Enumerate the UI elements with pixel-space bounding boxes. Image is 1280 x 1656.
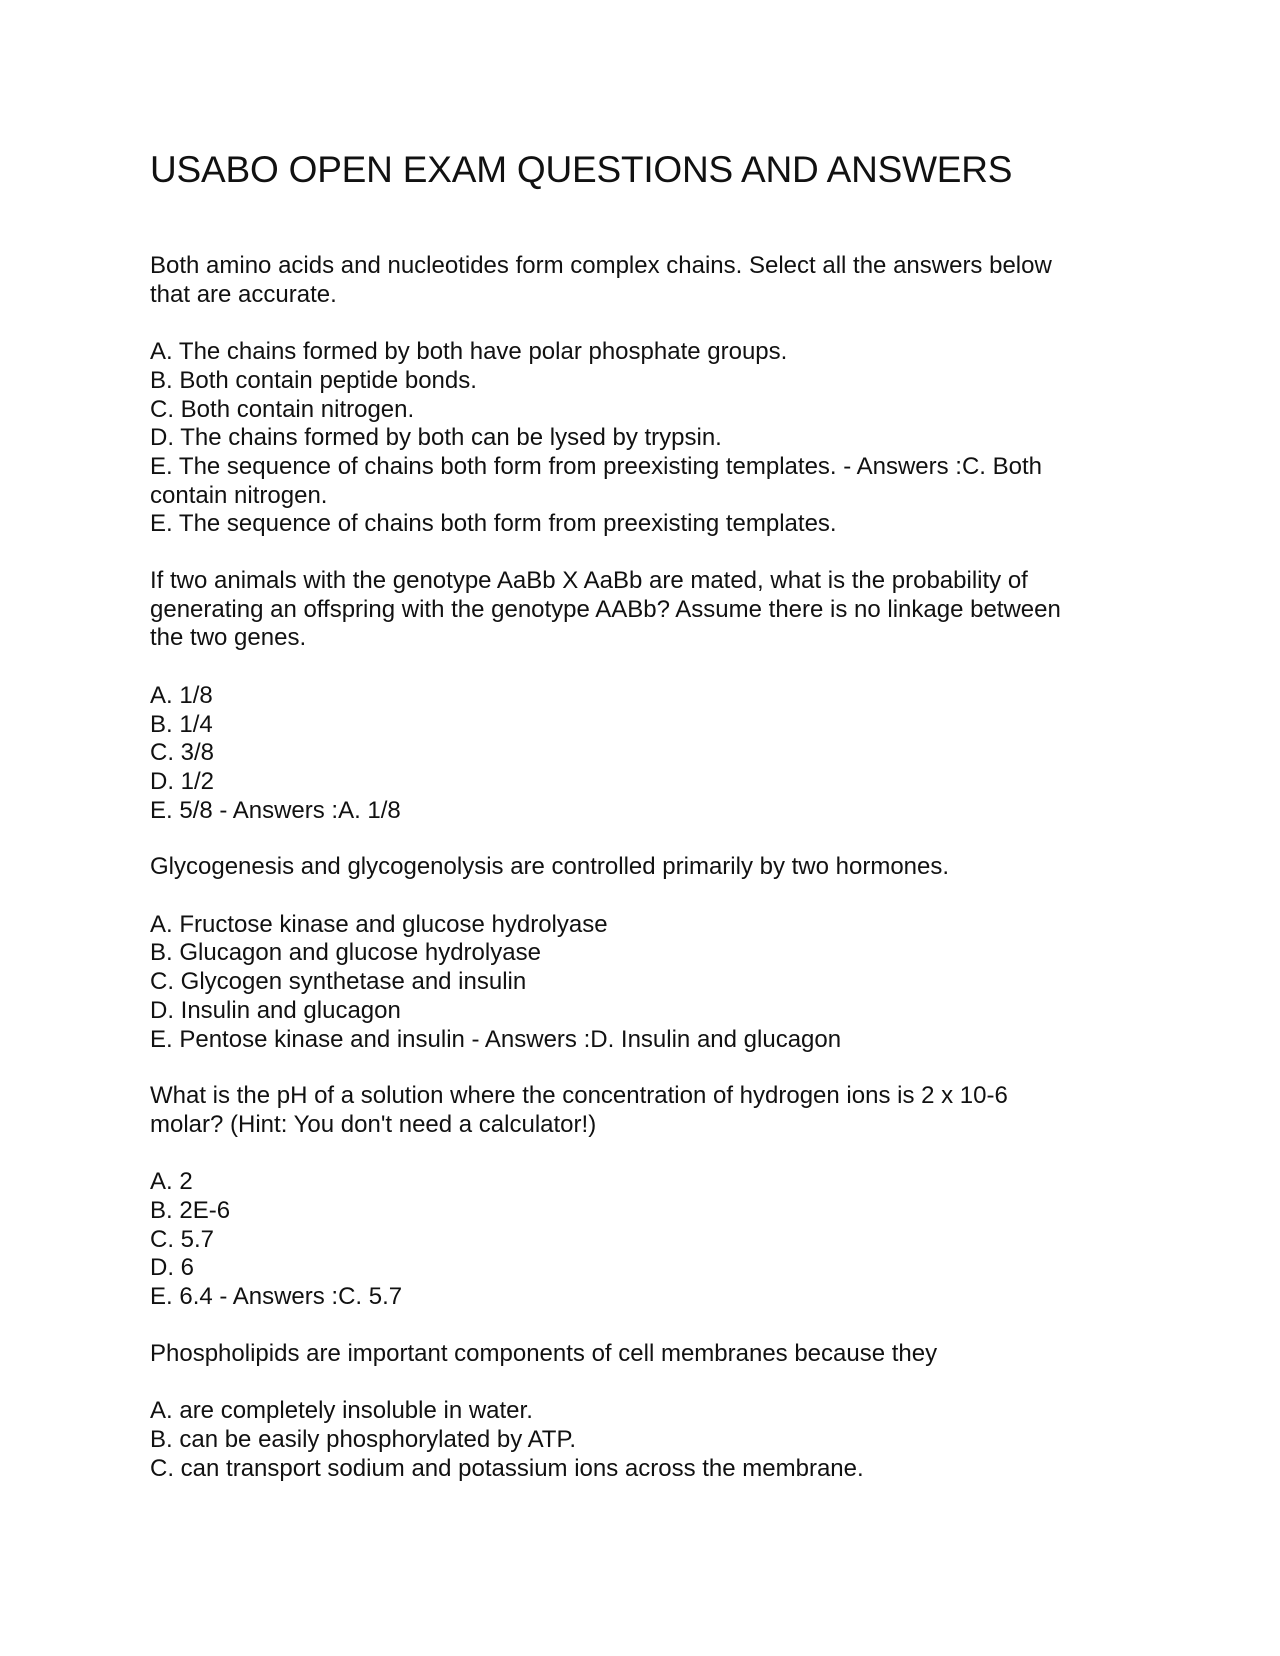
spacer: [150, 653, 1130, 682]
answer-option: B. Both contain peptide bonds.: [150, 366, 477, 394]
question-1: [150, 252, 1130, 539]
answer-option: E. 5/8 - Answers :A. 1/8: [150, 796, 401, 824]
answer-option: contain nitrogen.: [150, 481, 328, 509]
spacer: [150, 882, 1130, 911]
question-stem-line: Phospholipids are important components of cell membranes because they: [150, 1339, 938, 1367]
question-stem-line: Both amino acids and nucleotides form complex chains. Select all the answers below: [150, 252, 1052, 279]
answer-option: D. 1/2: [150, 767, 215, 795]
answer-option: B. 1/4: [150, 710, 213, 738]
question-5: [150, 1340, 1130, 1484]
question-stem-line: molar? (Hint: You don't need a calculator!): [150, 1110, 597, 1138]
answer-option: C. 3/8: [150, 739, 215, 767]
answer-option: C. 5.7: [150, 1225, 215, 1253]
document-content: [150, 148, 1130, 1511]
question-stem-line: If two animals with the genotype AaBb X AaBb are mated, what is the probability of: [150, 567, 1028, 595]
question-3: [150, 853, 1130, 1054]
answer-option: A. are completely insoluble in water.: [150, 1397, 533, 1425]
answer-option: A. 1/8: [150, 681, 213, 709]
answer-option: E. 6.4 - Answers :C. 5.7: [150, 1283, 403, 1311]
answer-option: A. The chains formed by both have polar phosphate groups.: [150, 338, 788, 366]
question-stem-line: What is the pH of a solution where the concentration of hydrogen ions is 2 x 10-6: [150, 1082, 1008, 1110]
question-stem-line: generating an offspring with the genotype AABb? Assume there is no linkage between: [150, 595, 1061, 623]
answer-option: B. 2E-6: [150, 1197, 231, 1225]
answer-option: D. Insulin and glucagon: [150, 996, 401, 1024]
answer-option: D. 6: [150, 1254, 195, 1282]
answer-option: C. Both contain nitrogen.: [150, 395, 415, 423]
question-stem-line: that are accurate.: [150, 280, 337, 308]
answer-option: E. The sequence of chains both form from preexisting templates.: [150, 510, 837, 538]
spacer: [150, 309, 1130, 338]
answer-option: B. Glucagon and glucose hydrolyase: [150, 939, 541, 967]
question-4: [150, 1082, 1130, 1312]
answer-option: B. can be easily phosphorylated by ATP.: [150, 1425, 577, 1453]
spacer: [150, 1369, 1130, 1398]
answer-option: C. Glycogen synthetase and insulin: [150, 968, 527, 996]
answer-option: A. Fructose kinase and glucose hydrolyase: [150, 910, 608, 938]
answer-option: A. 2: [150, 1168, 193, 1196]
spacer: [150, 1140, 1130, 1169]
question-stem-line: Glycogenesis and glycogenolysis are controlled primarily by two hormones.: [150, 853, 950, 881]
question-stem-line: the two genes.: [150, 624, 307, 652]
document-title: USABO OPEN EXAM QUESTIONS AND ANSWERS: [150, 149, 1013, 190]
answer-option: D. The chains formed by both can be lysed by trypsin.: [150, 424, 722, 452]
answer-option: C. can transport sodium and potassium ions across the membrane.: [150, 1454, 864, 1482]
answer-option: E. The sequence of chains both form from preexisting templates. - Answers :C. Both: [150, 452, 1042, 480]
question-2: [150, 567, 1130, 825]
answer-option: E. Pentose kinase and insulin - Answers :D. Insulin and glucagon: [150, 1025, 842, 1053]
